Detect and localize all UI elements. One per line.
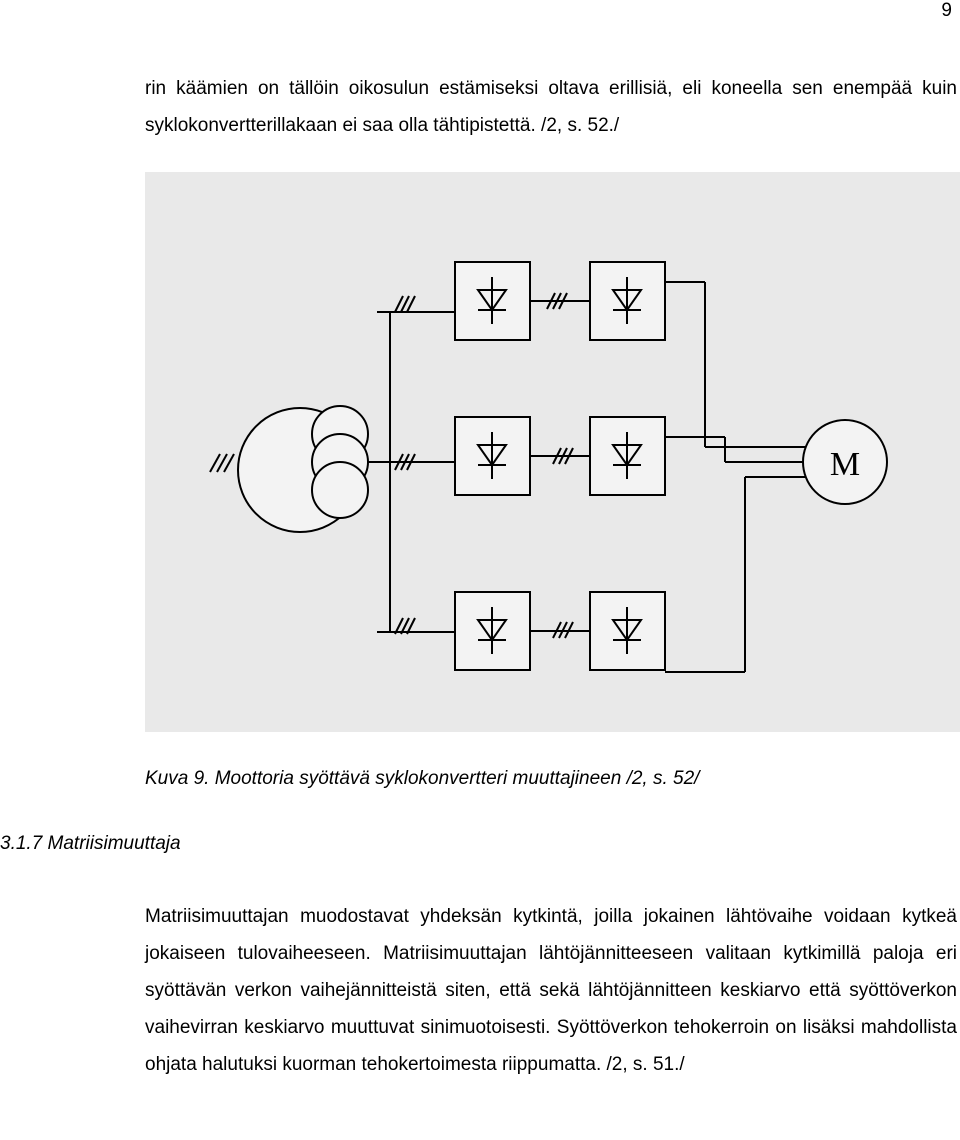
phase-mark-1 — [395, 296, 415, 312]
section-paragraph: Matriisimuuttajan muodostavat yhdeksän kytkintä, joilla jokainen lähtövaihe voidaan kytkeä jokaiseen tulovaiheeseen. Matriisimuuttajan lähtöjännitteeseen valitaan kytkimillä paloja eri syöttävän verkon vaihejännitteistä siten, että sekä lähtöjännitteen keskiarvo että syöttöverkon vaihevirran keskiarvo muuttuvat sinimuotoisesti. Syöttöverkon tehokerroin on lisäksi mahdollista ohjata halutuksi kuorman tehokertoimesta riippumatta. /2, s. 51./ — [145, 906, 957, 1075]
figure-caption: Kuva 9. Moottoria syöttävä syklokonvertteri muuttajineen /2, s. 52/ — [145, 768, 700, 789]
motor-label: M — [829, 446, 861, 483]
section-heading: 3.1.7 Matriisimuuttaja — [0, 833, 181, 854]
page-number: 9 — [941, 0, 952, 21]
phase-mark-5 — [553, 448, 573, 464]
phase-mark-2 — [395, 454, 415, 470]
cycloconverter-diagram — [145, 172, 960, 732]
transformer-circle-bottom — [312, 462, 368, 518]
phase-mark-4 — [547, 293, 567, 309]
cycloconverter-figure — [145, 172, 960, 732]
phase-mark-input — [210, 454, 234, 472]
intro-paragraph: rin käämien on tällöin oikosulun estämiseksi oltava erillisiä, eli koneella sen enempää kuin syklokonvertterillakaan ei saa olla tähtipistettä. /2, s. 52./ — [145, 78, 957, 136]
phase-mark-6 — [553, 622, 573, 638]
